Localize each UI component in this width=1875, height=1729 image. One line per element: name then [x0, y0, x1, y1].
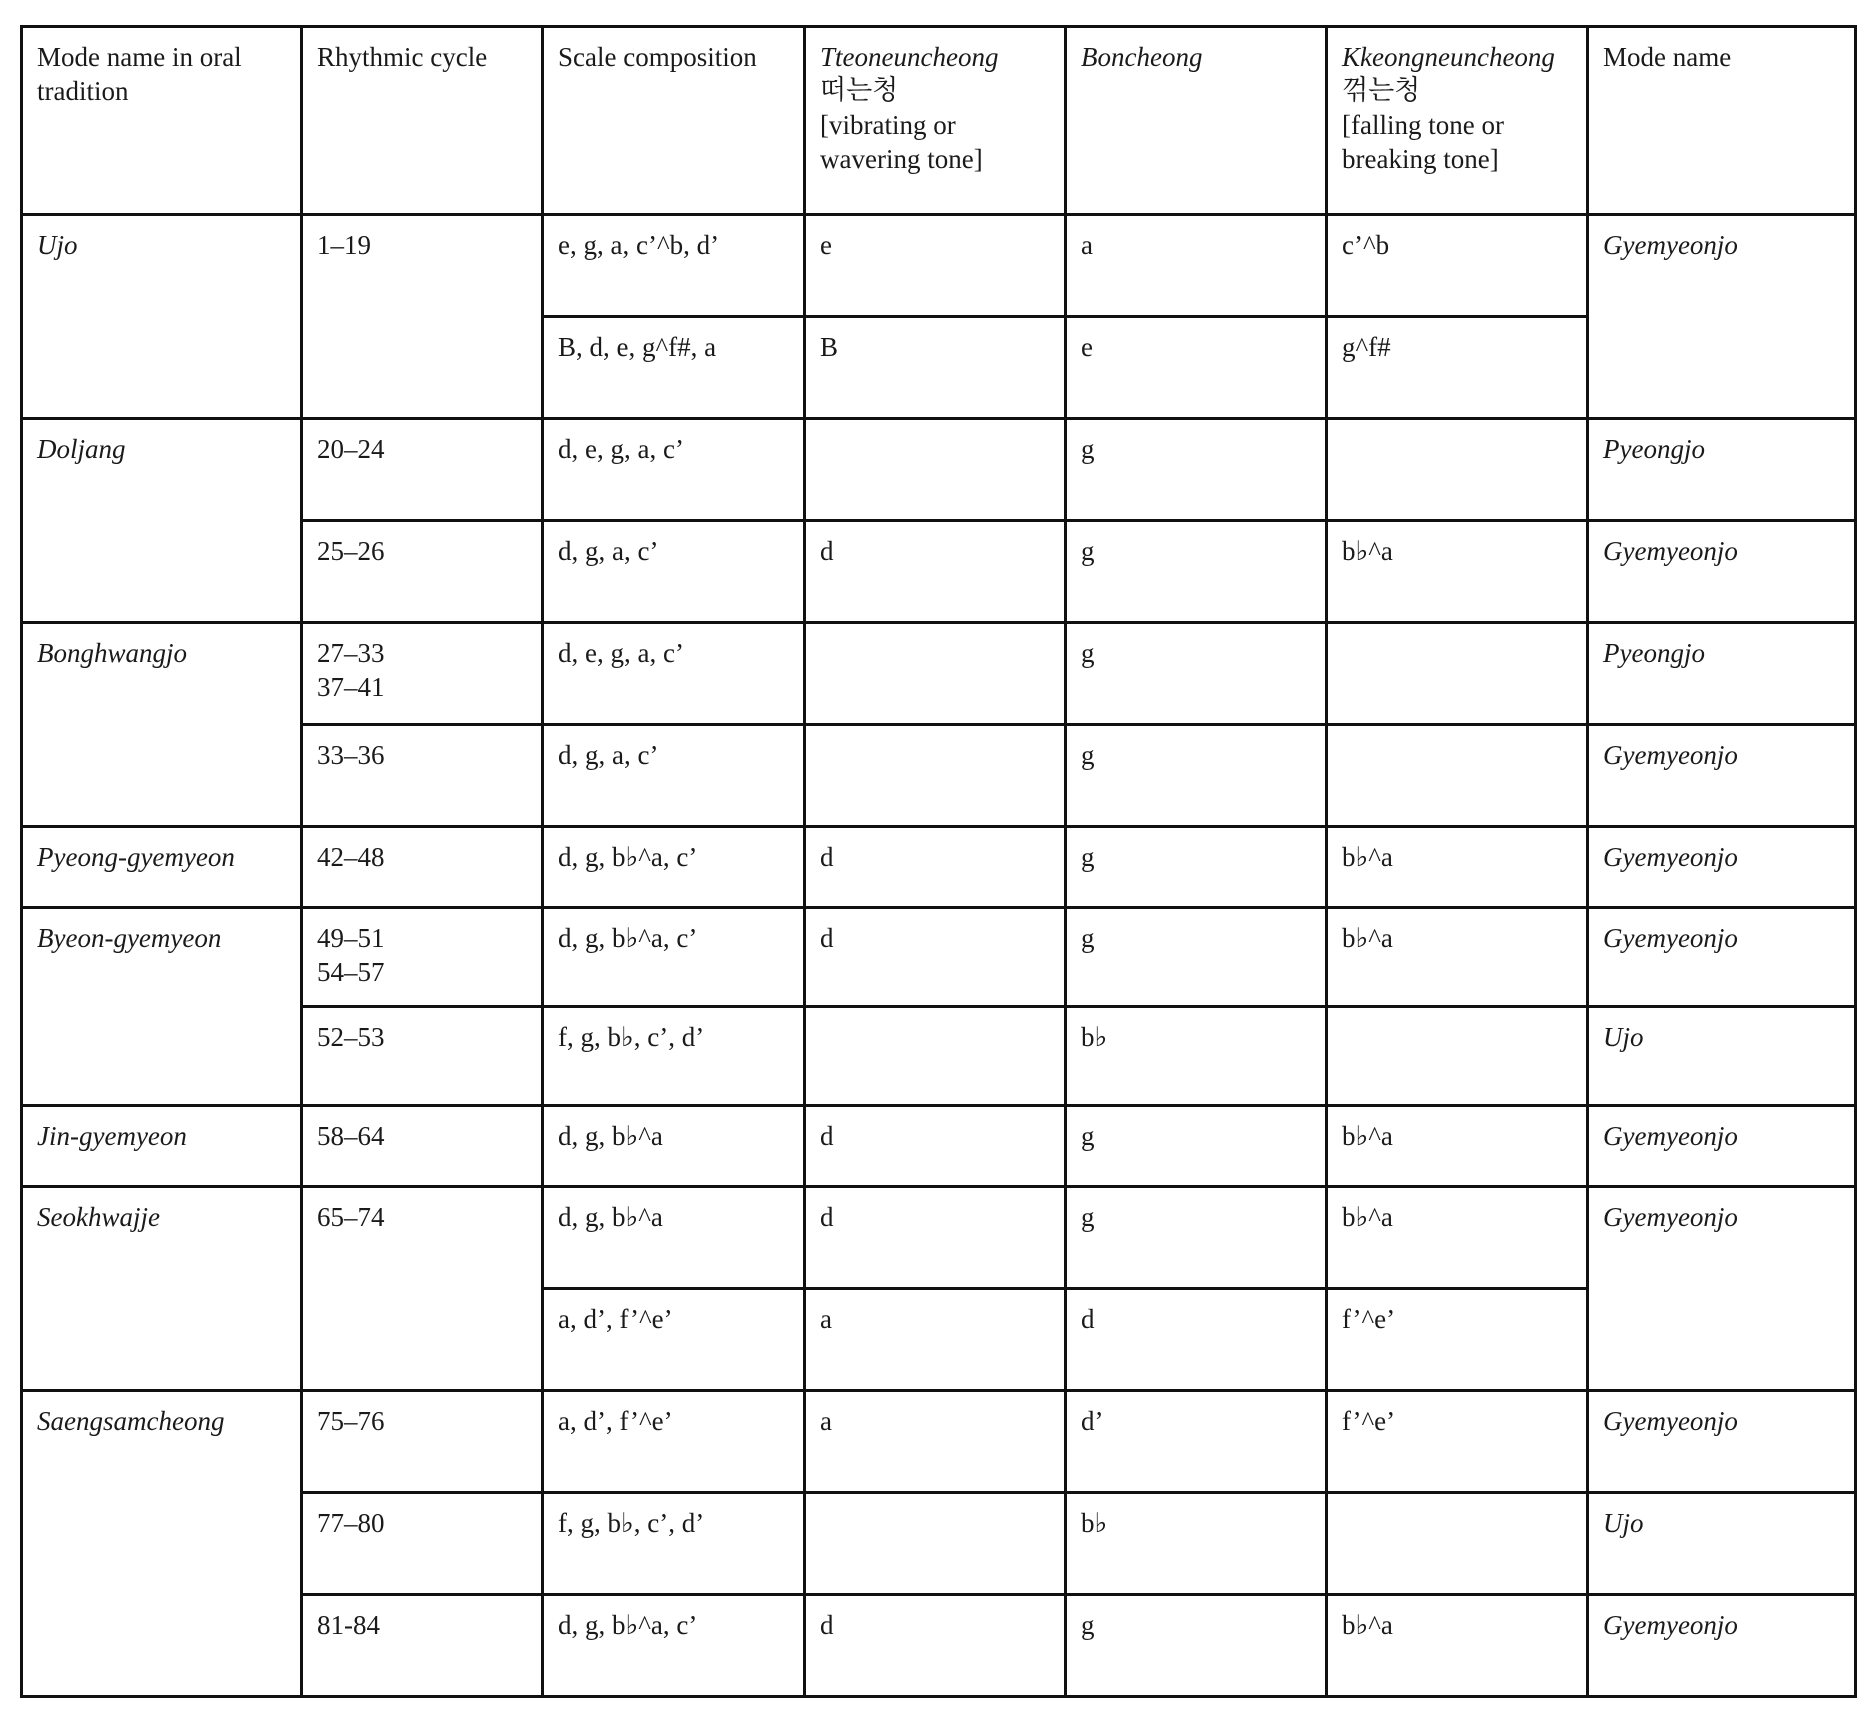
rhythmic-cycle: 52–53 — [302, 1007, 543, 1106]
mode-name: Pyeongjo — [1588, 623, 1856, 725]
mode-name: Gyemyeonjo — [1588, 215, 1856, 419]
rhythmic-cycle: 65–74 — [302, 1187, 543, 1391]
rhythmic-cycle: 33–36 — [302, 725, 543, 827]
header-rhythmic-cycle: Rhythmic cycle — [302, 27, 543, 215]
oral-mode-name: Jin-gyemyeon — [22, 1106, 302, 1187]
kkeongneuncheong-tone — [1327, 623, 1588, 725]
rhythmic-cycle-line: 27–33 — [317, 638, 385, 668]
mode-name: Gyemyeonjo — [1588, 725, 1856, 827]
rhythmic-cycle — [302, 623, 543, 725]
rhythmic-cycle: 1–19 — [302, 215, 543, 419]
rhythmic-cycle-line: 49–51 — [317, 923, 385, 953]
table-row — [22, 1391, 1856, 1493]
tteoneuncheong-tone: d — [805, 1595, 1066, 1697]
header-mode-name: Mode name — [1588, 27, 1856, 215]
table-row — [22, 623, 1856, 725]
table-row — [22, 1187, 1856, 1289]
header-scale-composition: Scale composition — [543, 27, 805, 215]
boncheong-tone: b♭ — [1066, 1007, 1327, 1106]
table-row — [22, 1106, 1856, 1187]
header-kkeongneuncheong-korean: 꺾는청 — [1342, 75, 1421, 106]
kkeongneuncheong-tone — [1327, 725, 1588, 827]
kkeongneuncheong-tone — [1327, 419, 1588, 521]
tteoneuncheong-tone — [805, 1007, 1066, 1106]
boncheong-tone: g — [1066, 1106, 1327, 1187]
header-boncheong: Boncheong — [1066, 27, 1327, 215]
rhythmic-cycle — [302, 908, 543, 1007]
scale-composition: f, g, b♭, c’, d’ — [543, 1493, 805, 1595]
boncheong-tone: g — [1066, 419, 1327, 521]
scale-composition: e, g, a, c’^b, d’ — [543, 215, 805, 317]
boncheong-tone: g — [1066, 908, 1327, 1007]
header-kkeongneuncheong — [1327, 27, 1588, 215]
scale-composition: d, g, b♭^a, c’ — [543, 1595, 805, 1697]
scale-composition: d, g, b♭^a — [543, 1106, 805, 1187]
scale-composition: B, d, e, g^f#, a — [543, 317, 805, 419]
mode-name: Gyemyeonjo — [1588, 1391, 1856, 1493]
tteoneuncheong-tone — [805, 419, 1066, 521]
scale-composition: d, e, g, a, c’ — [543, 419, 805, 521]
boncheong-tone: d — [1066, 1289, 1327, 1391]
boncheong-tone: a — [1066, 215, 1327, 317]
boncheong-tone: g — [1066, 1187, 1327, 1289]
scale-composition: d, e, g, a, c’ — [543, 623, 805, 725]
rhythmic-cycle: 81-84 — [302, 1595, 543, 1697]
rhythmic-cycle: 42–48 — [302, 827, 543, 908]
rhythmic-cycle: 77–80 — [302, 1493, 543, 1595]
rhythmic-cycle: 58–64 — [302, 1106, 543, 1187]
rhythmic-cycle: 25–26 — [302, 521, 543, 623]
header-tteoneuncheong-name: Tteoneuncheong — [820, 42, 999, 72]
boncheong-tone: g — [1066, 1595, 1327, 1697]
kkeongneuncheong-tone: b♭^a — [1327, 1595, 1588, 1697]
boncheong-tone: g — [1066, 623, 1327, 725]
kkeongneuncheong-tone: f’^e’ — [1327, 1391, 1588, 1493]
mode-name: Gyemyeonjo — [1588, 908, 1856, 1007]
kkeongneuncheong-tone: f’^e’ — [1327, 1289, 1588, 1391]
tteoneuncheong-tone: B — [805, 317, 1066, 419]
mode-name: Ujo — [1588, 1007, 1856, 1106]
rhythmic-cycle: 20–24 — [302, 419, 543, 521]
tteoneuncheong-tone: d — [805, 908, 1066, 1007]
kkeongneuncheong-tone: b♭^a — [1327, 521, 1588, 623]
kkeongneuncheong-tone: g^f# — [1327, 317, 1588, 419]
scale-composition: d, g, a, c’ — [543, 725, 805, 827]
table-row — [22, 827, 1856, 908]
rhythmic-cycle-line: 54–57 — [317, 957, 385, 987]
kkeongneuncheong-tone: b♭^a — [1327, 1187, 1588, 1289]
table-row — [22, 419, 1856, 521]
tteoneuncheong-tone: a — [805, 1289, 1066, 1391]
boncheong-tone: d’ — [1066, 1391, 1327, 1493]
scale-composition: d, g, a, c’ — [543, 521, 805, 623]
oral-mode-name: Saengsamcheong — [22, 1391, 302, 1697]
boncheong-tone: g — [1066, 521, 1327, 623]
header-tteoneuncheong-korean: 떠는청 — [820, 75, 899, 106]
scale-composition: f, g, b♭, c’, d’ — [543, 1007, 805, 1106]
kkeongneuncheong-tone: c’^b — [1327, 215, 1588, 317]
oral-mode-name: Seokhwajje — [22, 1187, 302, 1391]
kkeongneuncheong-tone — [1327, 1007, 1588, 1106]
mode-table — [20, 25, 1857, 1698]
boncheong-tone: e — [1066, 317, 1327, 419]
table-row — [22, 215, 1856, 317]
boncheong-tone: g — [1066, 725, 1327, 827]
tteoneuncheong-tone — [805, 623, 1066, 725]
mode-name: Gyemyeonjo — [1588, 521, 1856, 623]
kkeongneuncheong-tone: b♭^a — [1327, 827, 1588, 908]
tteoneuncheong-tone: d — [805, 521, 1066, 623]
mode-name: Gyemyeonjo — [1588, 827, 1856, 908]
tteoneuncheong-tone: d — [805, 827, 1066, 908]
oral-mode-name: Pyeong-gyemyeon — [22, 827, 302, 908]
oral-mode-name: Ujo — [22, 215, 302, 419]
scale-composition: d, g, b♭^a, c’ — [543, 827, 805, 908]
tteoneuncheong-tone: d — [805, 1106, 1066, 1187]
scale-composition: d, g, b♭^a, c’ — [543, 908, 805, 1007]
header-tteoneuncheong — [805, 27, 1066, 215]
header-row — [22, 27, 1856, 215]
tteoneuncheong-tone: a — [805, 1391, 1066, 1493]
boncheong-tone: g — [1066, 827, 1327, 908]
oral-mode-name: Bonghwangjo — [22, 623, 302, 827]
mode-name: Gyemyeonjo — [1588, 1595, 1856, 1697]
kkeongneuncheong-tone: b♭^a — [1327, 1106, 1588, 1187]
rhythmic-cycle-line: 37–41 — [317, 672, 385, 702]
tteoneuncheong-tone: d — [805, 1187, 1066, 1289]
mode-name: Pyeongjo — [1588, 419, 1856, 521]
header-kkeongneuncheong-name: Kkeongneuncheong — [1342, 42, 1555, 72]
scale-composition: a, d’, f’^e’ — [543, 1289, 805, 1391]
mode-name: Gyemyeonjo — [1588, 1187, 1856, 1391]
mode-table-sheet — [20, 25, 1857, 1698]
header-mode-oral: Mode name in oral tradition — [22, 27, 302, 215]
table-row — [22, 908, 1856, 1007]
tteoneuncheong-tone: e — [805, 215, 1066, 317]
kkeongneuncheong-tone: b♭^a — [1327, 908, 1588, 1007]
kkeongneuncheong-tone — [1327, 1493, 1588, 1595]
mode-name: Ujo — [1588, 1493, 1856, 1595]
scale-composition: d, g, b♭^a — [543, 1187, 805, 1289]
tteoneuncheong-tone — [805, 725, 1066, 827]
scale-composition: a, d’, f’^e’ — [543, 1391, 805, 1493]
tteoneuncheong-tone — [805, 1493, 1066, 1595]
rhythmic-cycle: 75–76 — [302, 1391, 543, 1493]
boncheong-tone: b♭ — [1066, 1493, 1327, 1595]
header-kkeongneuncheong-gloss: [falling tone or breaking tone] — [1342, 110, 1504, 174]
oral-mode-name: Doljang — [22, 419, 302, 623]
mode-name: Gyemyeonjo — [1588, 1106, 1856, 1187]
oral-mode-name: Byeon-gyemyeon — [22, 908, 302, 1106]
header-tteoneuncheong-gloss: [vibrating or wavering tone] — [820, 110, 983, 174]
